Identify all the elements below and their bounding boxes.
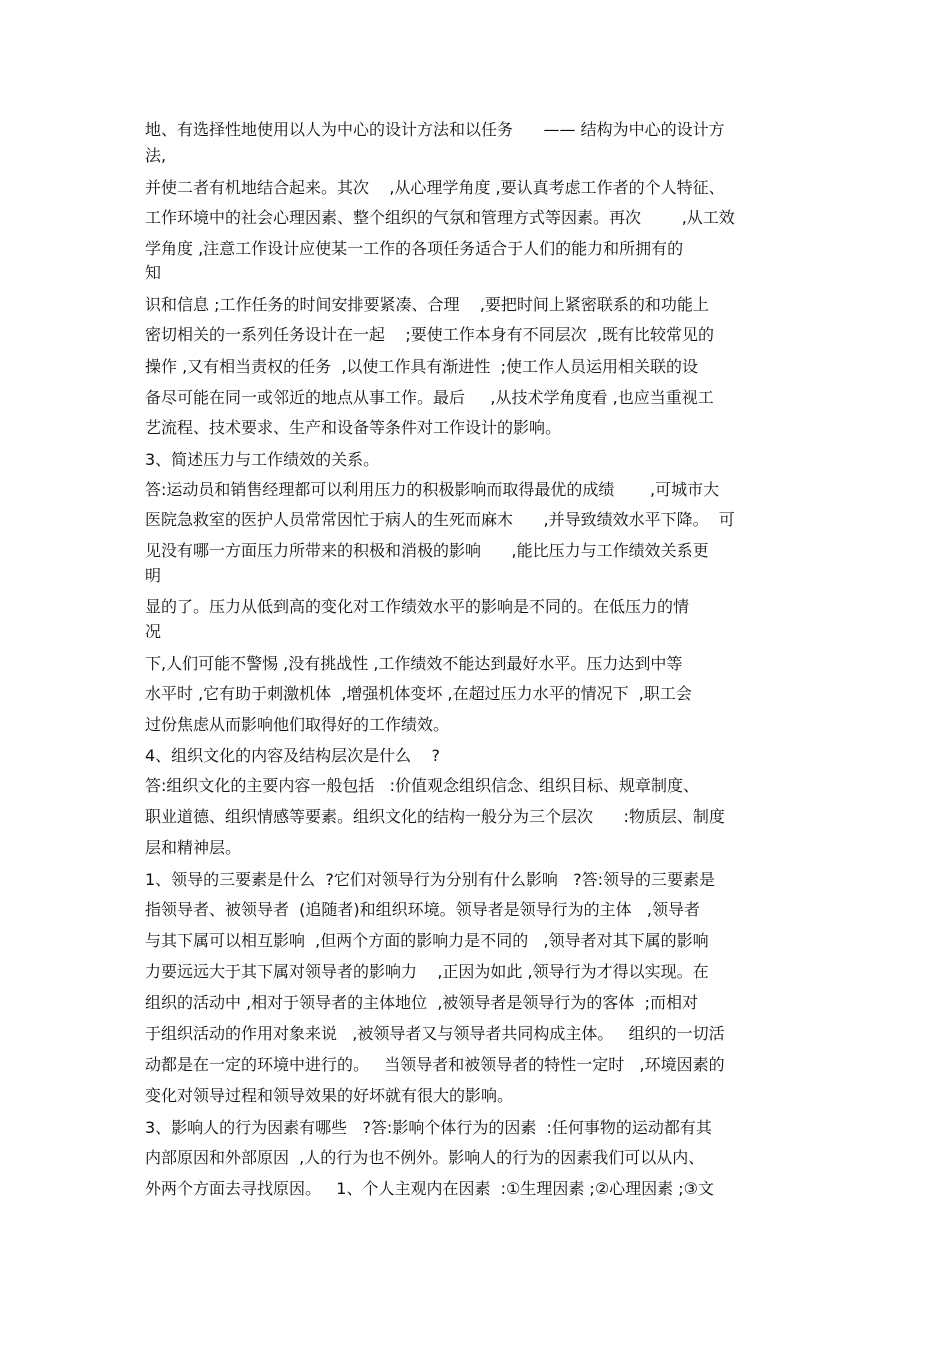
text-line: 与其下属可以相互影响 ,但两个方面的影响力是不同的 ,领导者对其下属的影响 [145,931,709,950]
text-line: 备尽可能在同一或邻近的地点从事工作。最后 ,从技术学角度看 ,也应当重视工 [145,388,714,407]
text-line: 并使二者有机地结合起来。其次 ,从心理学角度 ,要认真考虑工作者的个人特征、 [145,178,725,197]
text-line: 组织的活动中 ,相对于领导者的主体地位 ,被领导者是领导行为的客体 ;而相对 [145,993,698,1012]
text-line: 变化对领导过程和领导效果的好坏就有很大的影响。 [145,1086,514,1105]
text-line: 显的了。压力从低到高的变化对工作绩效水平的影响是不同的。在低压力的情 [145,597,690,616]
text-line: 答:运动员和销售经理都可以利用压力的积极影响而取得最优的成绩 ,可城市大 [145,480,720,499]
text-line: 过份焦虑从而影响他们取得好的工作绩效。 [145,715,450,734]
text-line: 明 [145,566,162,585]
text-line: 动都是在一定的环境中进行的。 当领导者和被领导者的特性一定时 ,环境因素的 [145,1055,725,1074]
text-line: 见没有哪一方面压力所带来的积极和消极的影响 ,能比压力与工作绩效关系更 [145,541,709,560]
text-line: 3、影响人的行为因素有哪些 ?答:影响个体行为的因素 :任何事物的运动都有其 [145,1118,712,1137]
text-line: 学角度 ,注意工作设计应使某一工作的各项任务适合于人们的能力和所拥有的 [145,239,684,258]
text-line: 力要远远大于其下属对领导者的影响力 ,正因为如此 ,领导行为才得以实现。在 [145,962,709,981]
text-line: 医院急救室的医护人员常常因忙于病人的生死而麻木 ,并导致绩效水平下降。 可 [145,510,735,529]
text-line: 3、简述压力与工作绩效的关系。 [145,450,380,469]
text-line: 知 [145,263,162,282]
text-line: 外两个方面去寻找原因。 1、个人主观内在因素 :①生理因素 ;②心理因素 ;③文 [145,1179,714,1198]
text-line: 水平时 ,它有助于刺激机体 ,增强机体变坏 ,在超过压力水平的情况下 ,职工会 [145,684,692,703]
text-line: 答:组织文化的主要内容一般包括 :价值观念组织信念、组织目标、规章制度、 [145,776,700,795]
text-line: 密切相关的一系列任务设计在一起 ;要使工作本身有不同层次 ,既有比较常见的 [145,325,714,344]
text-line: 地、有选择性地使用以人为中心的设计方法和以任务 —— 结构为中心的设计方 [145,120,725,139]
text-line: 于组织活动的作用对象来说 ,被领导者又与领导者共同构成主体。 组织的一切活 [145,1024,725,1043]
text-line: 下,人们可能不警惕 ,没有挑战性 ,工作绩效不能达到最好水平。压力达到中等 [145,654,683,673]
text-line: 艺流程、技术要求、生产和设备等条件对工作设计的影响。 [145,418,562,437]
text-line: 识和信息 ;工作任务的时间安排要紧凑、合理 ,要把时间上紧密联系的和功能上 [145,295,709,314]
text-line: 层和精神层。 [145,838,242,857]
text-line: 工作环境中的社会心理因素、整个组织的气氛和管理方式等因素。再次 ,从工效 [145,208,735,227]
text-line: 1、领导的三要素是什么 ?它们对领导行为分别有什么影响 ?答:领导的三要素是 [145,870,715,889]
text-line: 法, [145,146,167,165]
text-line: 4、组织文化的内容及结构层次是什么 ? [145,746,441,765]
text-line: 指领导者、被领导者 (追随者)和组织环境。领导者是领导行为的主体 ,领导者 [145,900,701,919]
text-line: 操作 ,又有相当责权的任务 ,以使工作具有渐进性 ;使工作人员运用相关联的设 [145,357,698,376]
text-line: 内部原因和外部原因 ,人的行为也不例外。影响人的行为的因素我们可以从内、 [145,1148,705,1167]
text-line: 职业道德、组织情感等要素。组织文化的结构一般分为三个层次 :物质层、制度 [145,807,725,826]
text-line: 况 [145,622,162,641]
